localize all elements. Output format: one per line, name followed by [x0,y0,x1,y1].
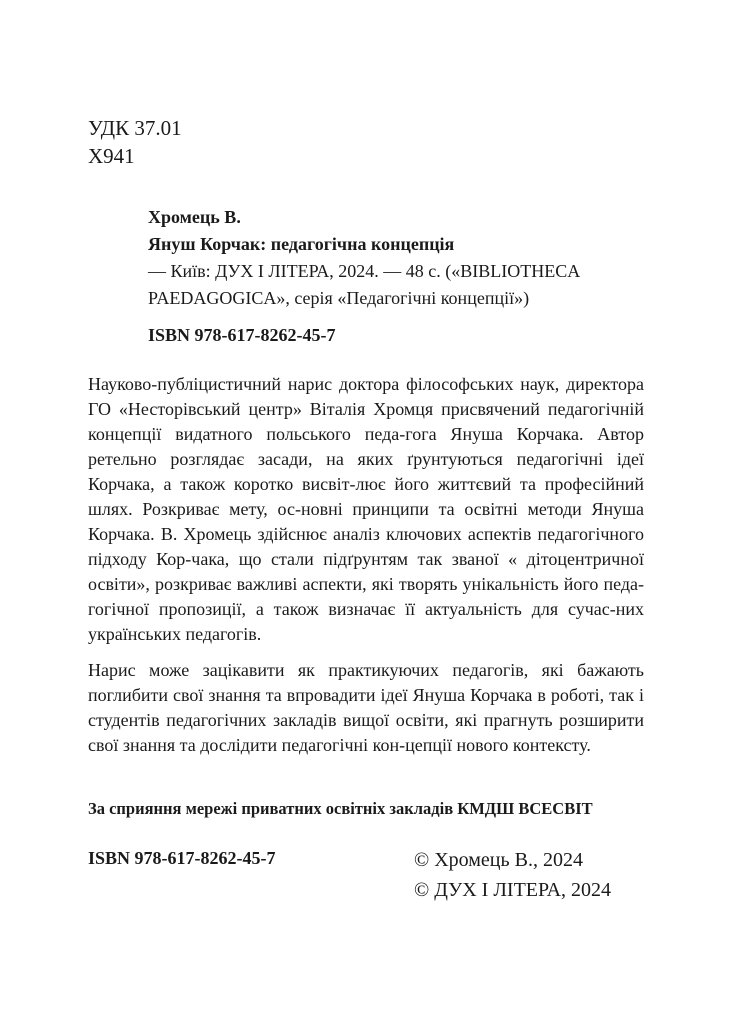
footer-isbn: ISBN 978-617-8262-45-7 [88,848,276,868]
isbn-line: ISBN 978-617-8262-45-7 [148,325,336,345]
author-mark: Х941 [88,144,135,168]
annotation-paragraph-1: Науково-публіцистичний нарис доктора філософських наук, директора ГО «Несторівський центр» Віталія Хромця присвячений педагогічній концепції видатного польського педа-гога Януша Корчака. Автор ретельно розглядає засади, на яких ґрунтуються педагогічні ідеї Корчака, а також коротко висвіт-лює його життєвий та професійний шлях. Розкриває мету, ос-новні принципи та освітні методи Януша Корчака. В. Хромець здійснює аналіз ключових аспектів педагогічного підходу Кор-чака, що стали підґрунтям так званої « дітоцентричної освіти», розкриває важливі аспекти, які творять унікальність його педа-гогічної пропозиції, а також визначає її актуальність для сучас-них українських педагогів. [88,374,644,644]
support-line: За сприяння мережі приватних освітніх закладів КМДШ ВСЕСВІТ [88,799,593,818]
udk-block [88,114,182,170]
copyright-block [414,845,611,905]
book-author: Хромець В. [148,207,241,227]
book-title: Януш Корчак: педагогічна концепція [148,234,455,254]
copyright-publisher: © ДУХ І ЛІТЕРА, 2024 [414,879,612,901]
annotation-paragraph-2: Нарис може зацікавити як практикуючих педагогів, які бажають поглибити свої знання та впровадити ідеї Януша Корчака в роботі, так і студентів педагогічних закладів вищої освіти, які прагнуть розширити свої знання та дослідити педагогічні кон-цепції нового контексту. [88,660,644,755]
bibliographic-description [148,204,648,349]
udk-code: УДК 37.01 [88,116,182,140]
publication-details: — Київ: ДУХ І ЛІТЕРА, 2024. — 48 с. («BIBLIOTHECA PAEDAGOGICA», серія «Педагогічні концепції») [148,261,580,308]
copyright-author: © Хромець В., 2024 [414,849,583,871]
